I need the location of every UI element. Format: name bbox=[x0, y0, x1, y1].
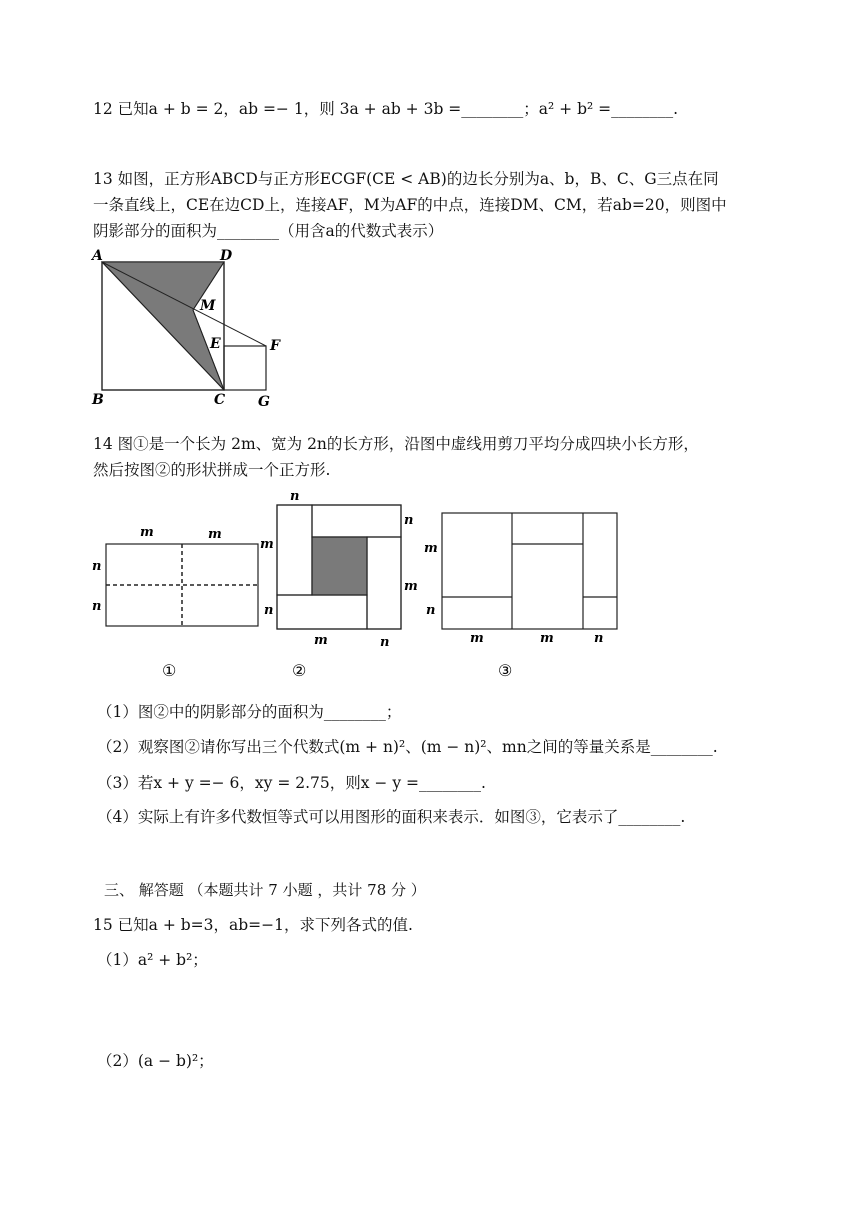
q15-sub2: （2）(a − b)²； bbox=[97, 1052, 214, 1070]
q14-line1: 14 图①是一个长为 2m、宽为 2n的长方形，沿图中虚线用剪刀平均分成四块小长方形， bbox=[93, 435, 699, 453]
fig2-n-top: n bbox=[290, 489, 300, 504]
label-f: F bbox=[270, 338, 280, 354]
fig3-m-bottom2: m bbox=[540, 631, 554, 646]
q14-sub1: （1）图②中的阴影部分的面积为________； bbox=[97, 703, 402, 721]
q13-line1: 13 如图，正方形ABCD与正方形ECGF(CE < AB)的边长分别为a、b，B、C、G三点在同 bbox=[93, 170, 719, 188]
label-g: G bbox=[258, 394, 270, 410]
q14-sub2: （2）观察图②请你写出三个代数式(m + n)²、(m − n)²、mn之间的等量关系是________. bbox=[97, 738, 718, 756]
fig2-n-right: n bbox=[404, 513, 414, 528]
q13-line2: 一条直线上，CE在边CD上，连接AF，M为AF的中点，连接DM、CM，若ab=20，则图中 bbox=[93, 196, 727, 214]
fig3-n-left: n bbox=[426, 603, 436, 618]
fig1-m-left: m bbox=[140, 525, 154, 540]
q13-figure bbox=[88, 244, 298, 412]
q14-sub3: （3）若x + y =− 6，xy = 2.75，则x − y =________. bbox=[97, 774, 486, 792]
q12-text: 12 已知a + b = 2，ab =− 1，则 3a + ab + 3b =________；a² + b² =________. bbox=[93, 100, 679, 118]
fig3-m-bottom1: m bbox=[470, 631, 484, 646]
square-ecgf bbox=[224, 346, 266, 390]
q13-line3: 阴影部分的面积为________（用含a的代数式表示） bbox=[93, 222, 444, 240]
q14-line2: 然后按图②的形状拼成一个正方形. bbox=[93, 461, 331, 479]
label-c: C bbox=[214, 392, 226, 408]
q14-figures bbox=[86, 488, 636, 684]
q15-sub1: （1）a² + b²； bbox=[97, 951, 208, 969]
label-d: D bbox=[220, 248, 233, 264]
fig2-m-left: m bbox=[260, 537, 274, 552]
fig1-m-right: m bbox=[208, 527, 222, 542]
fig3-m-left: m bbox=[424, 541, 438, 556]
fig1-n-bottom: n bbox=[92, 599, 102, 614]
fig1-caption: ① bbox=[162, 661, 177, 680]
label-m: M bbox=[200, 298, 216, 314]
label-e: E bbox=[210, 336, 221, 352]
fig2-m-bottom: m bbox=[314, 633, 328, 648]
fig2-n-left: n bbox=[264, 603, 274, 618]
fig1-n-top: n bbox=[92, 559, 102, 574]
fig2-caption: ② bbox=[292, 661, 307, 680]
fig3-caption: ③ bbox=[498, 661, 513, 680]
label-a: A bbox=[92, 248, 103, 264]
figure-1 bbox=[92, 525, 258, 680]
fig2-n-bottom: n bbox=[380, 635, 390, 650]
fig3-n-bottom: n bbox=[594, 631, 604, 646]
section3-title: 三、 解答题 （本题共计 7 小题 ，共计 78 分 ） bbox=[104, 881, 426, 899]
fig2-m-right: m bbox=[404, 579, 418, 594]
figure-2 bbox=[260, 489, 418, 680]
label-b: B bbox=[92, 392, 104, 408]
fig2-shaded-square bbox=[312, 537, 367, 595]
q15-text: 15 已知a + b=3，ab=−1，求下列各式的值. bbox=[93, 916, 413, 934]
figure-3 bbox=[424, 513, 617, 680]
q14-sub4: （4）实际上有许多代数恒等式可以用图形的面积来表示．如图③，它表示了________. bbox=[97, 808, 686, 826]
